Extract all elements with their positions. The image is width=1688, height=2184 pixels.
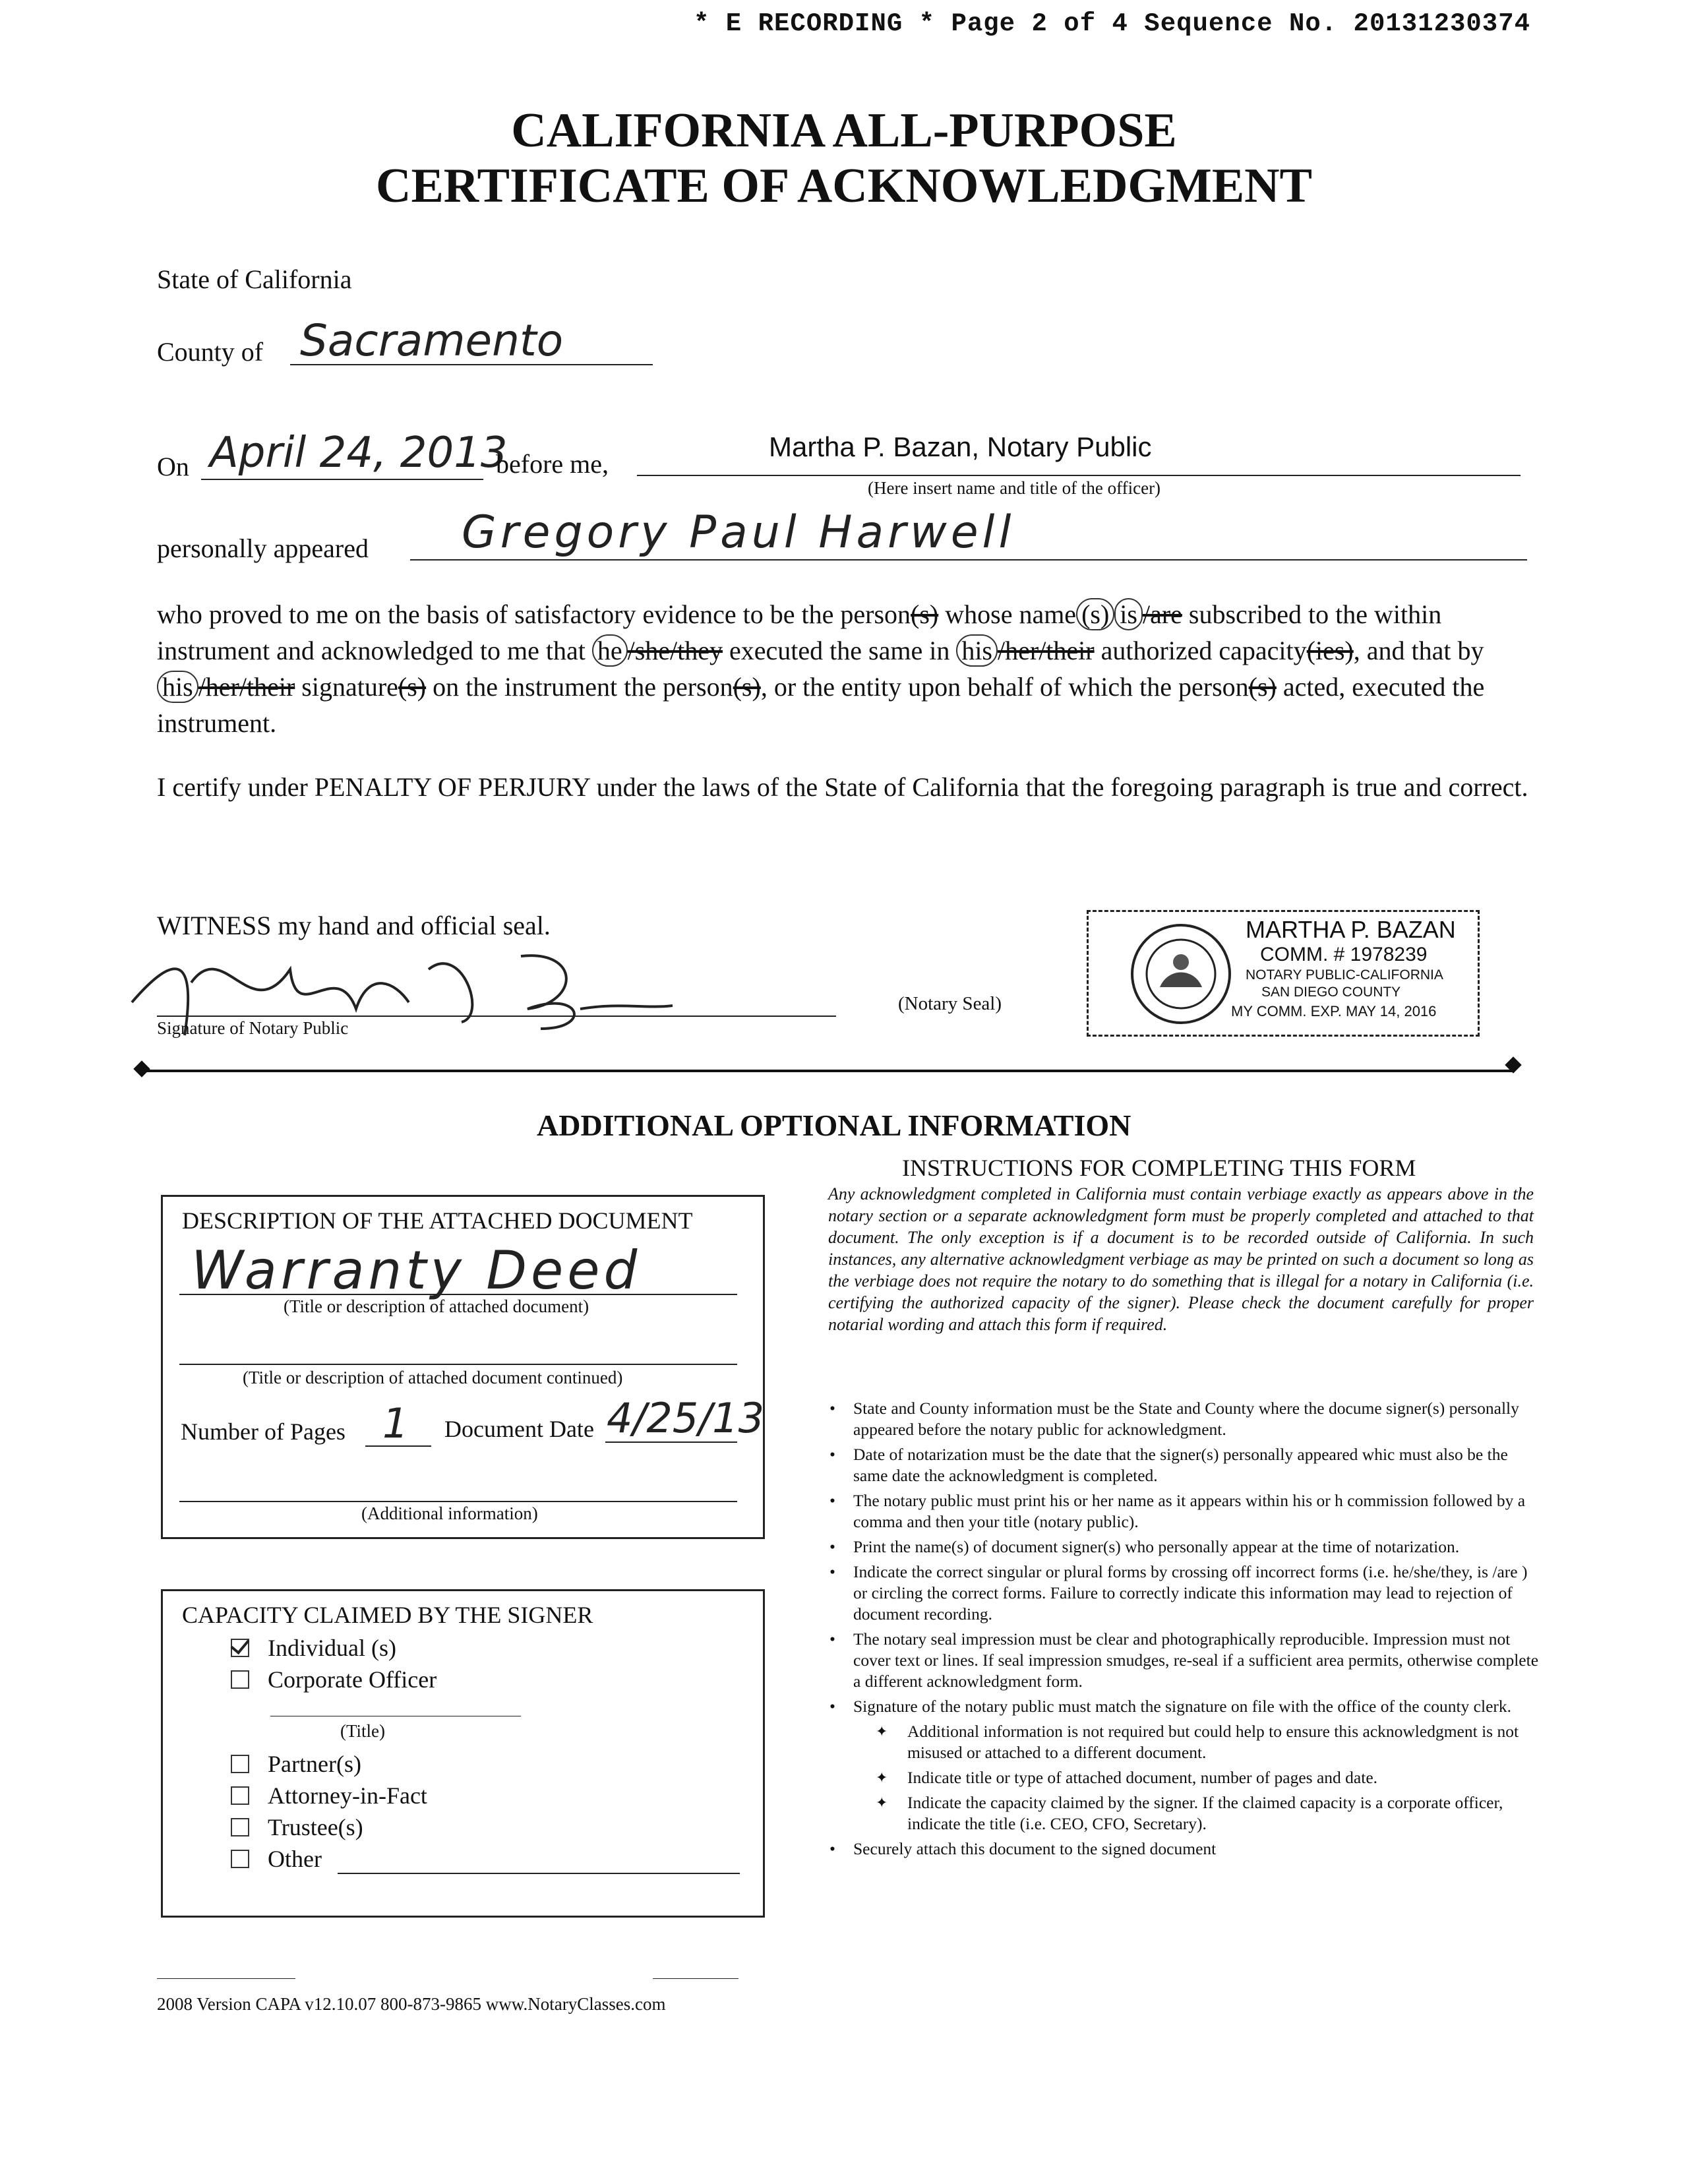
- signature-caption: Signature of Notary Public: [157, 1018, 349, 1038]
- doc-title-continued-caption: (Title or description of attached document continued): [243, 1368, 623, 1387]
- state-label: State of California: [157, 264, 352, 294]
- doc-title-continued-line: [179, 1364, 737, 1365]
- other-line: [338, 1873, 740, 1874]
- statement-paragraph: who proved to me on the basis of satisfactory evidence to be the person(s) whose name (s) is /are subscribed to the within instrument and acknowledged to me that he /she/they executed the same in his /her/their authorized capacity(ies), and that by his /her/their signature(s) on the instrument the person(s), or the entity upon behalf of which the person(s) acted, executed the instrument.: [157, 599, 1485, 738]
- seal-county: SAN DIEGO COUNTY: [1261, 985, 1401, 1000]
- pages-label: Number of Pages: [181, 1418, 346, 1445]
- capacity-trustee[interactable]: Trustee(s): [231, 1813, 363, 1841]
- instruction-bullet: • Indicate the correct singular or plural forms by crossing off incorrect forms (i.e. he/she/they, is /are ) or circling the correct forms. Failure to correctly indicate this information may lead to rejection of document recording.: [829, 1562, 1542, 1625]
- officer-hint: (Here insert name and title of the officer): [868, 478, 1161, 498]
- instruction-bullet: • The notary seal impression must be clear and photographically reproducible. Impression must not cover text or lines. If seal impression smudges, re-seal if a sufficient area permits, otherwise complete a different acknowledgment form.: [829, 1629, 1542, 1692]
- recording-stamp: * E RECORDING * Page 2 of 4 Sequence No. 20131230374: [694, 9, 1530, 38]
- divider-left-diamond: [133, 1060, 150, 1077]
- corporate-officer-checkbox[interactable]: [231, 1670, 249, 1689]
- appeared-label: personally appeared: [157, 533, 369, 563]
- section-divider: [142, 1070, 1514, 1072]
- officer-title-caption: (Title): [340, 1721, 386, 1741]
- partner-checkbox[interactable]: [231, 1755, 249, 1773]
- description-heading: DESCRIPTION OF THE ATTACHED DOCUMENT: [182, 1207, 693, 1234]
- footer-version: 2008 Version CAPA v12.10.07 800-873-9865 www.NotaryClasses.com: [157, 1994, 666, 2014]
- seal-comm: COMM. # 1978239: [1260, 944, 1428, 965]
- instruction-bullet: • The notary public must print his or her name as it appears within his or h commission followed by a comma and then your title (notary public).: [829, 1490, 1542, 1532]
- capacity-individual[interactable]: Individual (s): [231, 1634, 396, 1662]
- date-value[interactable]: April 24, 2013: [210, 429, 508, 477]
- date-line: [201, 479, 483, 480]
- witness-label: WITNESS my hand and official seal.: [157, 911, 551, 940]
- form-title-line1: CALIFORNIA ALL-PURPOSE: [511, 104, 1177, 158]
- seal-name: MARTHA P. BAZAN: [1246, 916, 1456, 943]
- instruction-bullet: • Securely attach this document to the signed document: [829, 1838, 1542, 1860]
- trustee-checkbox[interactable]: [231, 1818, 249, 1836]
- capacity-partner[interactable]: Partner(s): [231, 1750, 361, 1778]
- instructions-bullets: [829, 1398, 1542, 1864]
- officer-line: [637, 475, 1521, 476]
- notary-seal: [1087, 910, 1480, 1037]
- before-me-label: before me,: [496, 449, 609, 479]
- appeared-line: [410, 559, 1527, 561]
- instruction-bullet: • Signature of the notary public must match the signature on file with the office of the county clerk.: [829, 1696, 1542, 1717]
- appeared-value[interactable]: Gregory Paul Harwell: [462, 506, 1015, 559]
- instruction-sub-bullet: ✦ Indicate the capacity claimed by the signer. If the claimed capacity is a corporate officer, indicate the title (i.e. CEO, CFO, Secretary).: [829, 1792, 1542, 1835]
- instruction-sub-bullet: ✦ Additional information is not required but could help to ensure this acknowledgment is not misused or attached to a different document.: [829, 1721, 1542, 1763]
- instruction-bullet: • State and County information must be the State and County where the docume signer(s) personally appeared before the notary public for acknowledgment.: [829, 1398, 1542, 1440]
- county-label: County of: [157, 337, 264, 367]
- additional-info-line: [179, 1501, 737, 1502]
- instruction-sub-bullet: ✦ Indicate title or type of attached document, number of pages and date.: [829, 1767, 1542, 1788]
- seal-caption: (Notary Seal): [898, 993, 1002, 1014]
- attorney-checkbox[interactable]: [231, 1786, 249, 1805]
- other-checkbox[interactable]: [231, 1850, 249, 1868]
- state-seal-emblem: [1128, 921, 1234, 1027]
- doc-date-label: Document Date: [444, 1416, 594, 1442]
- instruction-bullet: • Print the name(s) of document signer(s) who personally appear at the time of notarization.: [829, 1536, 1542, 1558]
- footer-rule-left: [157, 1978, 295, 1979]
- footer-rule-right: [653, 1978, 738, 1979]
- capacity-corporate-officer[interactable]: Corporate Officer: [231, 1666, 437, 1693]
- instructions-intro: Any acknowledgment completed in California must contain verbiage exactly as appears above in the notary section or a separate acknowledgment form must be properly completed and attached to that document. The only exception is if a document is to be recorded outside of California. In such instances, any alternative acknowledgment verbiage as may be printed on such a document so long as the verbiage does not require the notary to do something that is illegal for a notary in California (i.e. certifying the authorized capacity of the signer). Please check the document carefully for proper notarial wording and attach this form if required.: [828, 1184, 1534, 1334]
- pages-value[interactable]: 1: [382, 1399, 409, 1447]
- instruction-bullet: • Date of notarization must be the date that the signer(s) personally appeared whic must also be the same date the acknowledgment is completed.: [829, 1444, 1542, 1486]
- additional-info-caption: (Additional information): [361, 1503, 538, 1523]
- individual-checkbox[interactable]: [231, 1639, 249, 1657]
- perjury-paragraph: I certify under PENALTY OF PERJURY under the laws of the State of California that the foregoing paragraph is true and correct.: [157, 772, 1528, 802]
- capacity-other[interactable]: Other: [231, 1845, 322, 1873]
- doc-title-caption: (Title or description of attached document): [284, 1296, 589, 1316]
- instructions-heading: INSTRUCTIONS FOR COMPLETING THIS FORM: [902, 1155, 1416, 1181]
- doc-date-value[interactable]: 4/25/13: [607, 1394, 765, 1442]
- county-value[interactable]: Sacramento: [300, 315, 564, 366]
- on-label: On: [157, 452, 189, 481]
- form-title-line2: CERTIFICATE OF ACKNOWLEDGMENT: [376, 159, 1312, 213]
- doc-title-value[interactable]: Warranty Deed: [191, 1240, 642, 1301]
- seal-expiration: MY COMM. EXP. MAY 14, 2016: [1231, 1003, 1437, 1019]
- capacity-attorney-in-fact[interactable]: Attorney-in-Fact: [231, 1782, 427, 1809]
- seal-title: NOTARY PUBLIC-CALIFORNIA: [1246, 967, 1443, 983]
- officer-value[interactable]: Martha P. Bazan, Notary Public: [769, 431, 1152, 462]
- optional-heading: ADDITIONAL OPTIONAL INFORMATION: [537, 1108, 1131, 1142]
- capacity-heading: CAPACITY CLAIMED BY THE SIGNER: [182, 1602, 593, 1628]
